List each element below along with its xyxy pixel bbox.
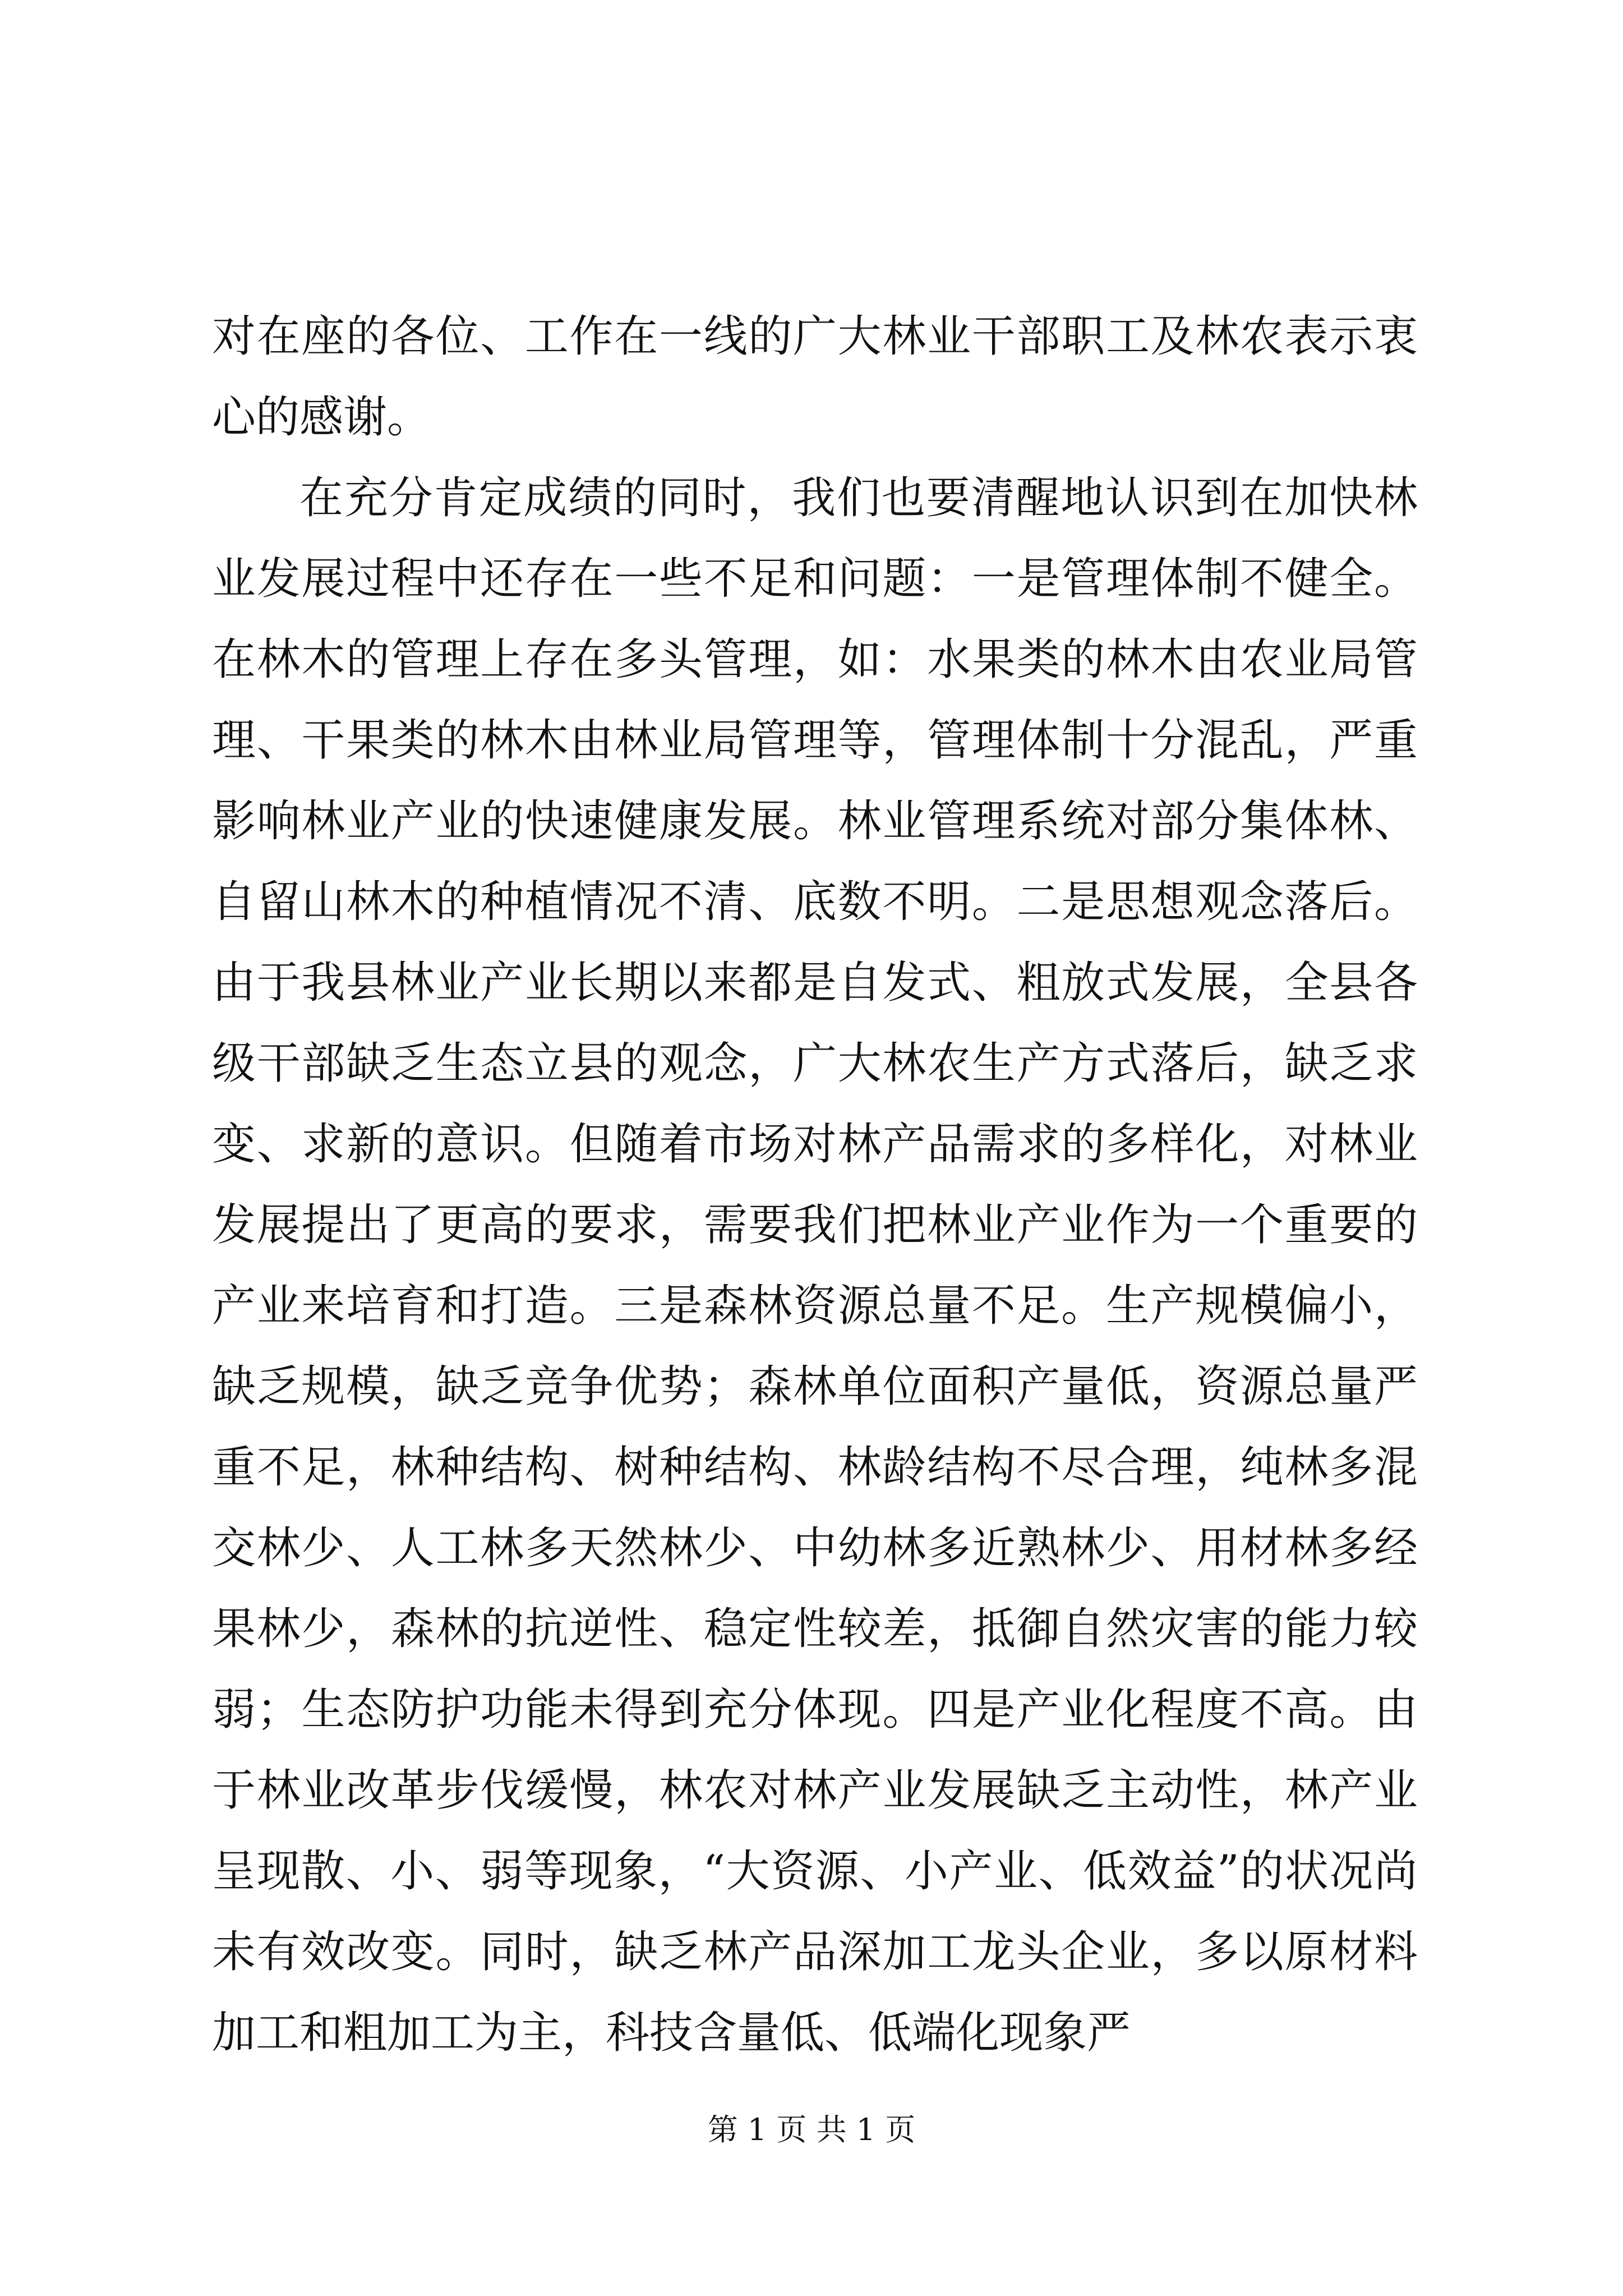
- page-footer: 第 1 页 共 1 页: [707, 2112, 916, 2147]
- document-body: [212, 296, 1418, 2073]
- paragraph-2: 在充分肯定成绩的同时，我们也要清醒地认识到在加快林业发展过程中还存在一些不足和问题：一是管理体制不健全。在林木的管理上存在多头管理，如：水果类的林木由农业局管理、干果类的林木由林业局管理等，管理体制十分混乱，严重影响林业产业的快速健康发展。林业管理系统对部分集体林、自留山林木的种植情况不清、底数不明。二是思想观念落后。由于我县林业产业长期以来都是自发式、粗放式发展，全县各级干部缺乏生态立县的观念，广大林农生产方式落后，缺乏求变、求新的意识。但随着市场对林产品需求的多样化，对林业发展提出了更高的要求，需要我们把林业产业作为一个重要的产业来培育和打造。三是森林资源总量不足。生产规模偏小，缺乏规模，缺乏竞争优势；森林单位面积产量低，资源总量严重不足，林种结构、树种结构、林龄结构不尽合理，纯林多混交林少、人工林多天然林少、中幼林多近熟林少、用材林多经果林少，森林的抗逆性、稳定性较差，抵御自然灾害的能力较弱；生态防护功能未得到充分体现。四是产业化程度不高。由于林业改革步伐缓慢，林农对林产业发展缺乏主动性，林产业呈现散、小、弱等现象，“大资源、小产业、低效益”的状况尚未有效改变。同时，缺乏林产品深加工龙头企业，多以原材料加工和粗加工为主，科技含量低、低端化现象严: [212, 473, 1418, 2058]
- paragraph-1: 对在座的各位、工作在一线的广大林业干部职工及林农表示衷心的感谢。: [212, 311, 1418, 443]
